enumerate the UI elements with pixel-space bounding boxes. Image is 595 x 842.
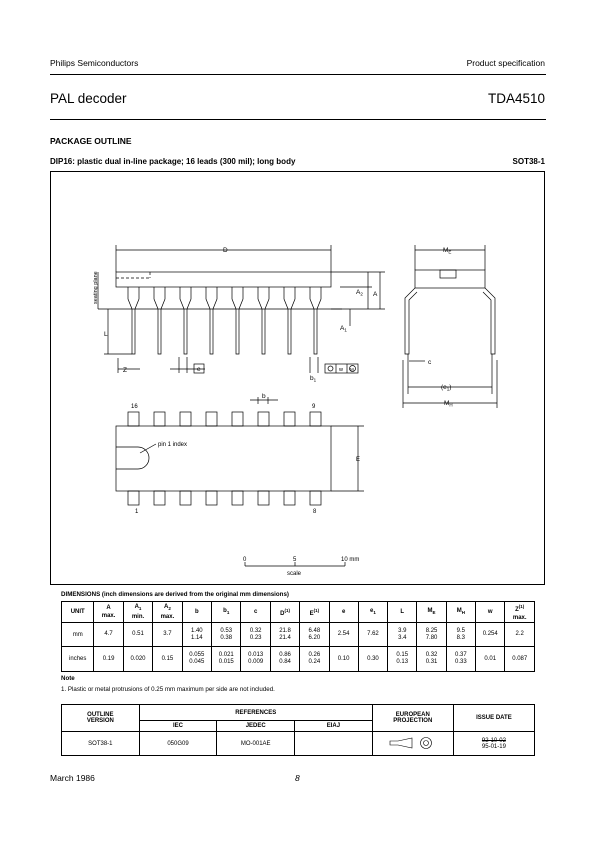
dimensions-value-cell: 0.020 [123, 647, 152, 672]
dimensions-header-cell: $A_2$ max. [153, 602, 182, 623]
projection-header: EUROPEAN PROJECTION [372, 705, 453, 732]
dimensions-value-cell: 0.254 [475, 623, 504, 647]
dimensions-value-cell: 0.021 0.015 [212, 647, 241, 672]
scale-label: scale [287, 571, 302, 577]
eiaj-header: EIAJ [295, 721, 373, 732]
issue-date-value [453, 732, 534, 756]
dimensions-header-cell: $E^{(1)}$ [300, 602, 329, 623]
label-A2: $A_2$ [356, 289, 363, 297]
dimensions-value-cell: 0.32 0.23 [241, 623, 270, 647]
page-number: 8 [295, 773, 300, 783]
label-E: E [356, 457, 361, 463]
iec-header: IEC [139, 721, 217, 732]
dimensions-value-cell: 8.25 7.80 [417, 623, 446, 647]
dimensions-header-cell: $D^{(1)}$ [270, 602, 299, 623]
side-body [116, 272, 331, 287]
label-Z: Z [123, 367, 127, 374]
label-e1: $(e_1)$ [441, 384, 452, 392]
projection-symbol-icon [388, 736, 438, 750]
label-w: w [339, 367, 343, 373]
dimensions-value-cell: 0.51 [123, 623, 152, 647]
dimensions-value-cell: 2.54 [329, 623, 358, 647]
dimensions-row [62, 623, 535, 647]
dimensions-unit-cell: inches [62, 647, 94, 672]
dimensions-value-cell: 3.7 [153, 623, 182, 647]
label-pin8: 8 [313, 509, 317, 515]
dimensions-value-cell: 7.62 [358, 623, 387, 647]
product-name: PAL decoder [50, 91, 127, 106]
dimensions-value-cell: 0.37 0.33 [446, 647, 475, 672]
dimensions-row [62, 647, 535, 672]
label-e: e [197, 366, 201, 373]
dimensions-value-cell: 2.2 [505, 623, 535, 647]
projection-symbol [372, 732, 453, 756]
dimensions-value-cell: 0.15 0.13 [388, 647, 417, 672]
dimensions-value-cell: 9.5 8.3 [446, 623, 475, 647]
label-c: c [428, 359, 432, 366]
dimensions-header-cell: UNIT [62, 602, 94, 623]
pin1-notch [116, 447, 149, 469]
dimensions-value-cell: 21.8 21.4 [270, 623, 299, 647]
outline-version-value: SOT38-1 [62, 732, 140, 756]
dimensions-value-cell: 3.9 3.4 [388, 623, 417, 647]
side-leads [128, 287, 321, 354]
dimensions-header-cell: A max. [94, 602, 123, 623]
top-body [116, 426, 331, 491]
dimensions-header-cell: $e_1$ [358, 602, 387, 623]
part-number: TDA4510 [487, 91, 545, 106]
company-name: Philips Semiconductors [50, 58, 139, 68]
dimensions-value-cell: 1.40 1.14 [182, 623, 211, 647]
dimensions-table [61, 601, 535, 672]
label-A1: $A_1$ [340, 325, 347, 333]
dimensions-unit-cell: mm [62, 623, 94, 647]
dimensions-title: DIMENSIONS (inch dimensions are derived from the original mm dimensions) [61, 591, 289, 598]
dimensions-value-cell: 0.86 0.84 [270, 647, 299, 672]
eiaj-value [295, 732, 373, 756]
label-b: b [262, 393, 266, 400]
dimensions-header-row [62, 602, 535, 623]
dimensions-header-cell: $M_E$ [417, 602, 446, 623]
label-seating-plane: seating plane [93, 271, 99, 304]
dimensions-header-cell: $A_1$ min. [123, 602, 152, 623]
label-MH: $M_H$ [444, 400, 453, 408]
document-type: Product specification [466, 58, 545, 68]
scale-tick-0: 0 [243, 557, 247, 563]
label-pin1: 1 [135, 509, 139, 515]
section-title: PACKAGE OUTLINE [50, 136, 132, 146]
label-pin1-index: pin 1 index [158, 442, 188, 448]
package-code: SOT38-1 [512, 157, 545, 166]
dimensions-value-cell: 0.055 0.045 [182, 647, 211, 672]
dimensions-value-cell: 0.087 [505, 647, 535, 672]
dimensions-value-cell: 0.30 [358, 647, 387, 672]
label-M-symbol: M [350, 367, 354, 372]
end-body [415, 270, 485, 288]
iec-value: 050G09 [139, 732, 217, 756]
dimensions-value-cell: 0.32 0.31 [417, 647, 446, 672]
dimensions-header-cell: c [241, 602, 270, 623]
issue-date-old: 92-10-02 [481, 737, 506, 744]
dimensions-value-cell: 0.013 0.009 [241, 647, 270, 672]
dimensions-value-cell: 0.10 [329, 647, 358, 672]
scale-tick-5: 5 [293, 557, 297, 563]
dimensions-value-cell: 0.26 0.24 [300, 647, 329, 672]
dimensions-value-cell: 6.48 6.20 [300, 623, 329, 647]
note-text: 1. Plastic or metal protrusions of 0.25 mm maximum per side are not included. [61, 686, 275, 693]
dimensions-header-cell: L [388, 602, 417, 623]
dimensions-header-cell: $b_1$ [212, 602, 241, 623]
label-A: A [373, 291, 378, 298]
scale-tick-10: 10 mm [341, 557, 360, 563]
outline-version-header: OUTLINE VERSION [62, 705, 140, 732]
references-header: REFERENCES [139, 705, 372, 721]
issue-date-header: ISSUE DATE [453, 705, 534, 732]
label-pin9: 9 [312, 404, 316, 410]
label-ME: $M_E$ [443, 247, 452, 255]
dimensions-value-cell: 0.53 0.38 [212, 623, 241, 647]
dimensions-value-cell: 0.15 [153, 647, 182, 672]
label-pin16: 16 [131, 404, 138, 410]
jedec-header: JEDEC [217, 721, 295, 732]
issue-date-new: 95-01-19 [481, 743, 506, 750]
package-description: DIP16: plastic dual in-line package; 16 leads (300 mil); long body [50, 157, 296, 166]
dimensions-value-cell: 0.19 [94, 647, 123, 672]
footer-date: March 1986 [50, 773, 95, 783]
dimensions-header-cell: w [475, 602, 504, 623]
label-D: D [223, 247, 228, 254]
references-table [61, 704, 535, 756]
dimensions-header-cell: e [329, 602, 358, 623]
dimensions-header-cell: $M_H$ [446, 602, 475, 623]
dimensions-value-cell: 0.01 [475, 647, 504, 672]
dimensions-header-cell: b [182, 602, 211, 623]
dimensions-value-cell: 4.7 [94, 623, 123, 647]
label-L: L [104, 331, 108, 338]
jedec-value: MO-001AE [217, 732, 295, 756]
note-title: Note [61, 675, 75, 682]
dimensions-header-cell: $Z^{(1)}$ max. [505, 602, 535, 623]
label-b1: $b_1$ [310, 375, 317, 383]
